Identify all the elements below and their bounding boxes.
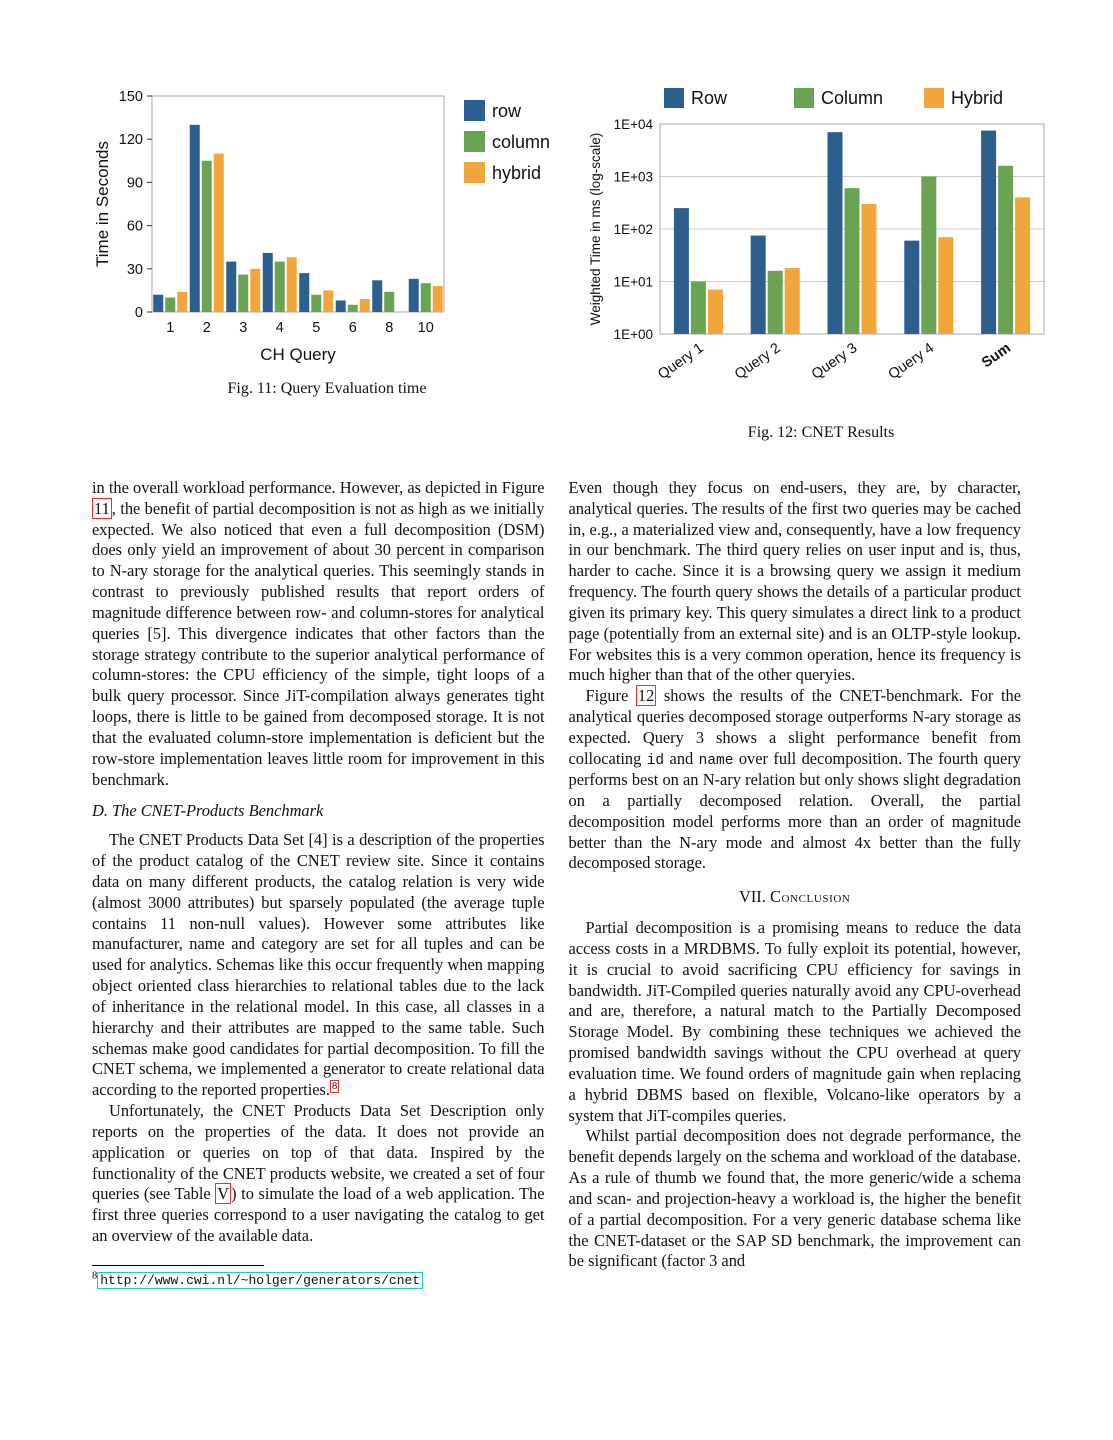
- ref-link[interactable]: 12: [637, 686, 655, 706]
- text-run: Unfortunately, the CNET Products Data Set Description only reports on the properties of the data. It does not provide an application or queries on top of that data. Inspired by the functionality of the CNET products website, we created a set of four queries (see Table: [92, 1101, 545, 1204]
- x-axis-label: CH Query: [260, 345, 336, 364]
- x-tick-label: 10: [417, 320, 434, 336]
- x-tick-label: 6: [348, 320, 357, 336]
- figure-11: [92, 84, 562, 398]
- bar-Hybrid-query-4: [938, 237, 953, 334]
- y-tick-label: 1E+04: [613, 117, 653, 132]
- y-tick-label: 150: [118, 89, 143, 105]
- text-run: in the overall workload performance. However, as depicted in Figure: [92, 478, 545, 497]
- bar-column-q6: [348, 305, 358, 312]
- bar-column-q10: [421, 283, 431, 312]
- bar-row-q1: [153, 295, 163, 312]
- x-tick-label: Query 1: [655, 340, 707, 383]
- y-tick-label: 90: [126, 175, 143, 192]
- paragraph: [92, 478, 545, 790]
- paragraph: [92, 1101, 545, 1247]
- bar-Column-query-3: [845, 188, 860, 334]
- paragraph: [569, 918, 1022, 1126]
- text-run: Whilst partial decomposition does not degrade performance, the benefit depends largely on the schema and workload of the database. As a rule of thumb we found that, the more generic/wide a schema and scan- and projection-heavy a workload is, the higher the benefit of a partial decomposition. For a very generic database schema like the CNET-dataset or the SAP SD benchmark, the improvement can be significant (factor 3 and: [568, 1126, 1021, 1271]
- bar-Column-sum: [998, 166, 1013, 334]
- paragraph: [92, 830, 545, 1101]
- y-tick-label: 120: [118, 132, 143, 149]
- bar-Column-query-4: [921, 177, 936, 335]
- bar-row-q6: [336, 300, 346, 312]
- paragraph: [569, 478, 1022, 686]
- bar-hybrid-q10: [433, 286, 443, 312]
- bar-Column-query-2: [768, 271, 783, 334]
- bar-hybrid-q6: [360, 299, 370, 312]
- x-tick-label: 3: [239, 320, 248, 336]
- left-column: [92, 478, 545, 1289]
- bar-row-q4: [263, 253, 273, 312]
- x-tick-label: 5: [312, 320, 321, 336]
- x-tick-label: Sum: [978, 340, 1014, 372]
- bar-row-q8: [372, 280, 382, 312]
- bar-hybrid-q4: [287, 257, 297, 312]
- legend-swatch-row: [464, 100, 485, 121]
- y-tick-label: 1E+03: [613, 169, 653, 185]
- section-title: Conclusion: [769, 887, 851, 907]
- bar-row-q2: [190, 125, 200, 312]
- y-tick-label: 0: [134, 305, 143, 321]
- text-columns: [92, 478, 1021, 1289]
- text-run: Partial decomposition is a promising means to reduce the data access costs in a MRDBMS. To fully exploit its potential, however, it is crucial to avoid sacrificing CPU efficiency for savings in bandwidth. JiT-Compiled queries naturally avoid any CPU-overhead and are, therefore, a natural match to the Partially Decomposed Storage Model. By combining these techniques we achieved the promised bandwidth savings without the CPU overhead at query evaluation time. We found orders of magnitude gain when replacing a hybrid DBMS based on flexible, Volcano-like operators by a system that JiT-compiles queries.: [568, 918, 1021, 1125]
- footnote-text: [92, 1272, 423, 1287]
- figure-11-caption: Fig. 11: Query Evaluation time: [227, 380, 427, 397]
- section-heading-conclusion: [569, 887, 1022, 908]
- legend-label-row: row: [492, 101, 522, 121]
- bar-Hybrid-sum: [1015, 197, 1030, 334]
- bar-Hybrid-query-1: [708, 290, 723, 334]
- bar-Hybrid-query-3: [862, 204, 877, 334]
- bar-hybrid-q3: [250, 269, 260, 312]
- legend-label-Column: Column: [821, 88, 884, 108]
- paragraph: [569, 686, 1022, 874]
- legend-label-hybrid: hybrid: [492, 163, 542, 183]
- figure-12: [586, 84, 1056, 442]
- cnet-results-chart: [586, 84, 1056, 416]
- legend-swatch-Hybrid: [924, 88, 944, 108]
- x-tick-label: 1: [166, 320, 175, 336]
- x-tick-label: 2: [202, 320, 211, 336]
- bar-row-q5: [299, 273, 309, 312]
- bar-Row-query-3: [828, 132, 843, 334]
- bar-column-q5: [311, 295, 321, 312]
- x-tick-label: Query 2: [732, 340, 784, 383]
- legend-label-column: column: [492, 132, 551, 152]
- y-tick-label: 1E+00: [613, 327, 653, 342]
- paragraph: [569, 1126, 1022, 1272]
- y-tick-label: 30: [126, 261, 143, 278]
- bar-Row-sum: [981, 131, 996, 334]
- legend-swatch-column: [464, 131, 485, 152]
- y-axis-label: Weighted Time in ms (log-scale): [588, 132, 603, 326]
- y-tick-label: 1E+01: [613, 274, 653, 290]
- text-run: and: [664, 748, 699, 768]
- x-tick-label: Query 4: [885, 340, 938, 383]
- x-tick-label: 4: [275, 320, 284, 336]
- x-tick-label: 8: [385, 320, 394, 336]
- url-link[interactable]: http://www.cwi.nl/~holger/generators/cnet: [97, 1272, 423, 1289]
- ref-link[interactable]: 8: [332, 1080, 338, 1092]
- y-tick-label: 60: [126, 218, 143, 235]
- bar-column-q2: [202, 161, 212, 312]
- bar-column-q3: [238, 275, 248, 312]
- bar-Column-query-1: [691, 282, 706, 335]
- footnote-mark: 8: [92, 1270, 98, 1282]
- legend-swatch-hybrid: [464, 162, 485, 183]
- text-run: Even though they focus on end-users, they are, by character, analytical queries. The results of the first two queries may be cached in, e.g., a materialized view and, consequently, have a low frequency in our benchmark. The third query relies on user input and is, thus, harder to cache. Since it is a browsing query we assign it medium frequency. The fourth query shows the details of a particular product given its primary key. This query simulates a direct link to a product page (potentially from an external site) and is an OLTP-style lookup. For websites this is a very common operation, hence its frequency is much higher than that of the other queryies.: [568, 478, 1021, 685]
- inline-code: id: [646, 752, 665, 769]
- bar-hybrid-q2: [214, 154, 224, 312]
- query-evaluation-time-chart: [92, 84, 562, 372]
- section-heading-cnet-benchmark: D. The CNET-Products Benchmark: [92, 801, 324, 821]
- text-run: ) to simulate the load of a web application. The first three queries correspond to a user navigating the catalog to get an overview of the available data.: [92, 1184, 545, 1245]
- legend-label-Row: Row: [691, 88, 728, 108]
- legend-label-Hybrid: Hybrid: [951, 88, 1004, 108]
- y-tick-label: 1E+02: [613, 222, 653, 237]
- bar-hybrid-q5: [323, 290, 333, 312]
- text-run: over full decomposition. The fourth query performs best on an N-ary relation but only shows slight degradation on a partially decomposed relation. Overall, the partial decomposition model performs more than an order of magnitude better than the N-ary mode and almost 4x better than the fully decomposed storage.: [568, 748, 1021, 873]
- ref-link[interactable]: V: [217, 1184, 230, 1204]
- right-column: [569, 478, 1022, 1272]
- legend-swatch-Column: [794, 88, 814, 108]
- ref-link[interactable]: 11: [94, 498, 110, 518]
- bar-column-q8: [384, 292, 394, 312]
- footnote: [92, 1265, 545, 1290]
- inline-code: name: [698, 752, 734, 769]
- bar-row-q10: [409, 279, 419, 312]
- footnote-rule: [92, 1265, 264, 1266]
- x-tick-label: Query 3: [808, 340, 861, 383]
- text-run: Figure: [585, 686, 636, 706]
- bar-column-q1: [165, 298, 175, 312]
- y-axis-label: Time in Seconds: [93, 141, 112, 267]
- bar-Row-query-1: [674, 208, 689, 334]
- figure-12-caption: Fig. 12: CNET Results: [747, 424, 895, 441]
- text-run: The CNET Products Data Set [4] is a description of the properties of the product catalog of the CNET review site. Since it contains data on many different products, the catalog relation is very wide (almost 3000 attributes) but sparsely populated (the average tuple contains 11 non-null values). However some attributes like manufacturer, name and category are set for all tuples and can be used for analytics. Schemas like this occur frequently when mapping object oriented class hierarchies to relational tables due to the lack of inheritance in the relational model. In this case, all classes in a hierarchy and their attributes are mapped to the same table. Such schemas make good candidates for partial decomposition. To fill the CNET schema, we implemented a generator to create relational data according to the reported properties.: [92, 830, 545, 1100]
- bar-Hybrid-query-2: [785, 268, 800, 334]
- text-run: shows the results of the CNET-benchmark. For the analytical queries decomposed storage outperforms N-ary storage as expected. Query 3 shows a slight performance benefit from collocating: [568, 686, 1021, 768]
- bar-column-q4: [275, 262, 285, 312]
- bar-row-q3: [226, 262, 236, 312]
- figures-row: [92, 84, 1021, 442]
- bar-Row-query-2: [751, 236, 766, 334]
- legend-swatch-Row: [664, 88, 684, 108]
- section-number: VII.: [739, 887, 766, 907]
- bar-Row-query-4: [904, 241, 919, 334]
- text-run: , the benefit of partial decomposition is not as high as we initially expected. We also noticed that even a full decomposition (DSM) does only yield an improvement of about 30 percent in comparison to N-ary storage for the analytical queries. This seemingly stands in contrast to previously published results that report orders of magnitude difference between row- and column-stores for analytical queries [5]. This divergence indicates that other factors than the storage strategy contribute to the superior analytical performance of column-stores: the CPU efficiency of the simple, tight loops of a bulk query processor. Since JiT-compilation always generates tight loops, there is little to be gained from decomposed storage. It is not that the evaluated column-store implementation is deficient but the row-store implementation leaves little room for improvement in this benchmark.: [92, 498, 545, 789]
- bar-hybrid-q1: [177, 292, 187, 312]
